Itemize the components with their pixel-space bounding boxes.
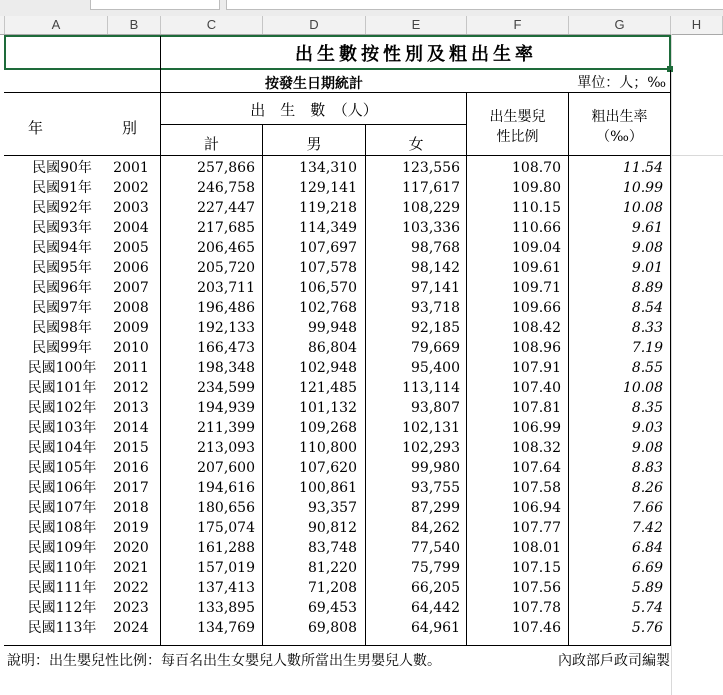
name-box[interactable] — [90, 0, 220, 10]
cell-roc-year[interactable]: 民國93年 — [32, 220, 92, 236]
cell-male[interactable]: 134,310 — [299, 160, 357, 176]
cell-crude-rate[interactable]: 7.19 — [631, 340, 663, 356]
cell-sex-ratio[interactable]: 106.94 — [512, 500, 561, 516]
cell-sex-ratio[interactable]: 109.04 — [512, 240, 561, 256]
cell-roc-year[interactable]: 民國102年 — [27, 400, 97, 416]
cell-male[interactable]: 119,218 — [299, 200, 357, 216]
cell-male[interactable]: 129,141 — [299, 180, 357, 196]
cell-total[interactable]: 211,399 — [197, 420, 255, 436]
cell-male[interactable]: 107,697 — [299, 240, 357, 256]
table-title: 出生數按性別及粗出生率 — [295, 44, 537, 65]
cell-sex-ratio[interactable]: 107.40 — [512, 380, 561, 396]
header-year-left: 年 — [28, 119, 44, 137]
cell-female[interactable]: 97,141 — [411, 280, 460, 296]
table-row — [0, 158, 723, 178]
cell-total[interactable]: 203,711 — [197, 280, 255, 296]
cell-male[interactable]: 109,268 — [299, 420, 357, 436]
cell-roc-year[interactable]: 民國110年 — [27, 560, 97, 576]
cell-female[interactable]: 66,205 — [411, 580, 460, 596]
cell-total[interactable]: 137,413 — [197, 580, 255, 596]
cell-crude-rate[interactable]: 8.89 — [631, 280, 663, 296]
cell-crude-rate[interactable]: 8.33 — [631, 320, 663, 336]
table-row — [0, 518, 723, 538]
table-row — [0, 258, 723, 278]
cell-roc-year[interactable]: 民國99年 — [32, 340, 92, 356]
header-sex-ratio-line2: 性比例 — [496, 129, 539, 145]
header-sex-ratio-line1: 出生嬰兒 — [489, 109, 546, 125]
cell-roc-year[interactable]: 民國101年 — [27, 380, 97, 396]
cell-year[interactable]: 2021 — [113, 560, 149, 576]
cell-crude-rate[interactable]: 9.08 — [631, 440, 663, 456]
cell-sex-ratio[interactable]: 108.42 — [512, 320, 561, 336]
cell-male[interactable]: 81,220 — [308, 560, 357, 576]
cell-total[interactable]: 198,348 — [197, 360, 255, 376]
cell-sex-ratio[interactable]: 107.78 — [512, 600, 561, 616]
cell-female[interactable]: 77,540 — [411, 540, 460, 556]
cell-sex-ratio[interactable]: 107.91 — [512, 360, 561, 376]
table-row — [0, 478, 723, 498]
cell-male[interactable]: 90,812 — [308, 520, 357, 536]
cell-year[interactable]: 2019 — [113, 520, 149, 536]
cell-female[interactable]: 84,262 — [411, 520, 460, 536]
table-row — [0, 278, 723, 298]
cell-crude-rate[interactable]: 6.69 — [631, 560, 663, 576]
cell-total[interactable]: 180,656 — [197, 500, 255, 516]
cell-year[interactable]: 2022 — [113, 580, 149, 596]
cell-year[interactable]: 2007 — [113, 280, 149, 296]
cell-male[interactable]: 86,804 — [308, 340, 357, 356]
cell-total[interactable]: 161,288 — [197, 540, 255, 556]
cell-crude-rate[interactable]: 5.89 — [631, 580, 663, 596]
cell-roc-year[interactable]: 民國108年 — [27, 520, 97, 536]
cell-roc-year[interactable]: 民國113年 — [27, 620, 97, 636]
cell-crude-rate[interactable]: 10.08 — [622, 380, 663, 396]
cell-sex-ratio[interactable]: 108.70 — [512, 160, 561, 176]
table-row — [0, 618, 723, 638]
cell-total[interactable]: 213,093 — [197, 440, 255, 456]
cell-total[interactable]: 196,486 — [197, 300, 255, 316]
header-male: 男 — [306, 135, 322, 153]
cell-male[interactable]: 101,132 — [299, 400, 357, 416]
cell-male[interactable]: 71,208 — [308, 580, 357, 596]
cell-female[interactable]: 92,185 — [411, 320, 460, 336]
cell-male[interactable]: 121,485 — [299, 380, 357, 396]
cell-crude-rate[interactable]: 9.08 — [631, 240, 663, 256]
cell-year[interactable]: 2015 — [113, 440, 149, 456]
cell-sex-ratio[interactable]: 110.15 — [512, 200, 561, 216]
table-row — [0, 558, 723, 578]
table-row — [0, 578, 723, 598]
cell-female[interactable]: 113,114 — [402, 380, 460, 396]
cell-year[interactable]: 2002 — [113, 180, 149, 196]
cell-female[interactable]: 75,799 — [411, 560, 460, 576]
footer-top-line — [4, 645, 671, 646]
cell-crude-rate[interactable]: 7.66 — [631, 500, 663, 516]
column-header-g[interactable]: G — [569, 16, 671, 34]
cell-female[interactable]: 64,961 — [411, 620, 460, 636]
table-subtitle: 按發生日期統計 — [265, 76, 363, 92]
cell-crude-rate[interactable]: 8.26 — [631, 480, 663, 496]
cell-total[interactable]: 234,599 — [197, 380, 255, 396]
cell-year[interactable]: 2010 — [113, 340, 149, 356]
header-year-right: 別 — [122, 119, 138, 137]
cell-crude-rate[interactable]: 9.01 — [631, 260, 663, 276]
cell-crude-rate[interactable]: 8.55 — [631, 360, 663, 376]
table-note: 說明：出生嬰兒性比例：每百名出生女嬰兒人數所當出生男嬰兒人數。 — [7, 653, 441, 669]
cell-year[interactable]: 2018 — [113, 500, 149, 516]
cell-female[interactable]: 98,768 — [411, 240, 460, 256]
cell-roc-year[interactable]: 民國91年 — [32, 180, 92, 196]
cell-male[interactable]: 107,620 — [299, 460, 357, 476]
cell-roc-year[interactable]: 民國95年 — [32, 260, 92, 276]
cell-male[interactable]: 69,808 — [308, 620, 357, 636]
title-divider — [160, 36, 161, 70]
cell-sex-ratio[interactable]: 110.66 — [512, 220, 561, 236]
table-row — [0, 498, 723, 518]
cell-total[interactable]: 133,895 — [197, 600, 255, 616]
cell-sex-ratio[interactable]: 108.32 — [512, 440, 561, 456]
header-births: 出 生 數 （人） — [250, 101, 378, 119]
cell-female[interactable]: 117,617 — [402, 180, 460, 196]
cell-female[interactable]: 87,299 — [411, 500, 460, 516]
cell-roc-year[interactable]: 民國111年 — [27, 580, 97, 596]
cell-sex-ratio[interactable]: 108.01 — [512, 540, 561, 556]
cell-crude-rate[interactable]: 8.35 — [631, 400, 663, 416]
cell-female[interactable]: 103,336 — [402, 220, 460, 236]
formula-bar[interactable] — [226, 0, 723, 10]
cell-roc-year[interactable]: 民國105年 — [27, 460, 97, 476]
cell-roc-year[interactable]: 民國103年 — [27, 420, 97, 436]
cell-sex-ratio[interactable]: 107.58 — [512, 480, 561, 496]
cell-year[interactable]: 2014 — [113, 420, 149, 436]
header-female: 女 — [408, 135, 424, 153]
header-crude-rate-line2: （‰） — [596, 129, 643, 145]
cell-total[interactable]: 217,685 — [197, 220, 255, 236]
cell-total[interactable]: 134,769 — [197, 620, 255, 636]
cell-total[interactable]: 166,473 — [197, 340, 255, 356]
table-row — [0, 178, 723, 198]
cell-male[interactable]: 100,861 — [299, 480, 357, 496]
column-header-a[interactable]: A — [5, 16, 108, 34]
cell-female[interactable]: 95,400 — [411, 360, 460, 376]
cell-female[interactable]: 93,718 — [411, 300, 460, 316]
cell-total[interactable]: 227,447 — [197, 200, 255, 216]
column-header-d[interactable]: D — [263, 16, 366, 34]
column-header-b[interactable]: B — [108, 16, 161, 34]
cell-sex-ratio[interactable]: 107.15 — [512, 560, 561, 576]
cell-sex-ratio[interactable]: 109.66 — [512, 300, 561, 316]
cell-year[interactable]: 2006 — [113, 260, 149, 276]
table-row — [0, 218, 723, 238]
cell-sex-ratio[interactable]: 107.81 — [512, 400, 561, 416]
table-row — [0, 458, 723, 478]
table-row — [0, 438, 723, 458]
cell-year[interactable]: 2004 — [113, 220, 149, 236]
cell-year[interactable]: 2013 — [113, 400, 149, 416]
table-row — [0, 538, 723, 558]
cell-year[interactable]: 2005 — [113, 240, 149, 256]
header-total: 計 — [203, 135, 219, 153]
cell-year[interactable]: 2003 — [113, 200, 149, 216]
cell-sex-ratio[interactable]: 107.64 — [512, 460, 561, 476]
table-row — [0, 298, 723, 318]
cell-sex-ratio[interactable]: 108.96 — [512, 340, 561, 356]
cell-year[interactable]: 2020 — [113, 540, 149, 556]
cell-female[interactable]: 99,980 — [411, 460, 460, 476]
cell-year[interactable]: 2016 — [113, 460, 149, 476]
cell-male[interactable]: 114,349 — [299, 220, 357, 236]
cell-crude-rate[interactable]: 7.42 — [631, 520, 663, 536]
cell-crude-rate[interactable]: 5.74 — [631, 600, 663, 616]
cell-female[interactable]: 102,293 — [402, 440, 460, 456]
cell-sex-ratio[interactable]: 107.46 — [512, 620, 561, 636]
cell-crude-rate[interactable]: 10.99 — [622, 180, 663, 196]
cell-roc-year[interactable]: 民國109年 — [27, 540, 97, 556]
cell-roc-year[interactable]: 民國94年 — [32, 240, 92, 256]
cell-male[interactable]: 106,570 — [299, 280, 357, 296]
cell-male[interactable]: 107,578 — [299, 260, 357, 276]
cell-year[interactable]: 2012 — [113, 380, 149, 396]
cell-roc-year[interactable]: 民國112年 — [27, 600, 97, 616]
column-header-c[interactable]: C — [161, 16, 263, 34]
cell-year[interactable]: 2009 — [113, 320, 149, 336]
unit-label: 單位：人；‰ — [577, 75, 666, 91]
births-subheader-line — [160, 124, 467, 125]
cell-roc-year[interactable]: 民國107年 — [27, 500, 97, 516]
gridline — [671, 155, 723, 156]
cell-female[interactable]: 79,669 — [411, 340, 460, 356]
cell-female[interactable]: 123,556 — [402, 160, 460, 176]
table-row — [0, 238, 723, 258]
table-row — [0, 398, 723, 418]
cell-male[interactable]: 102,948 — [299, 360, 357, 376]
cell-crude-rate[interactable]: 11.54 — [622, 160, 663, 176]
cell-total[interactable]: 194,939 — [197, 400, 255, 416]
cell-sex-ratio[interactable]: 109.61 — [512, 260, 561, 276]
cell-total[interactable]: 207,600 — [197, 460, 255, 476]
cell-male[interactable]: 110,800 — [299, 440, 357, 456]
cell-sex-ratio[interactable]: 107.77 — [512, 520, 561, 536]
cell-crude-rate[interactable]: 8.54 — [631, 300, 663, 316]
cell-roc-year[interactable]: 民國98年 — [32, 320, 92, 336]
cell-roc-year[interactable]: 民國90年 — [32, 160, 92, 176]
cell-total[interactable]: 157,019 — [197, 560, 255, 576]
cell-female[interactable]: 64,442 — [411, 600, 460, 616]
cell-total[interactable]: 192,133 — [197, 320, 255, 336]
cell-female[interactable]: 108,229 — [402, 200, 460, 216]
cell-roc-year[interactable]: 民國96年 — [32, 280, 92, 296]
header-bottom-line — [4, 155, 671, 156]
cell-female[interactable]: 93,807 — [411, 400, 460, 416]
table-row — [0, 318, 723, 338]
cell-crude-rate[interactable]: 10.08 — [622, 200, 663, 216]
cell-male[interactable]: 93,357 — [308, 500, 357, 516]
cell-male[interactable]: 83,748 — [308, 540, 357, 556]
table-row — [0, 598, 723, 618]
cell-total[interactable]: 205,720 — [197, 260, 255, 276]
cell-crude-rate[interactable]: 5.76 — [631, 620, 663, 636]
cell-sex-ratio[interactable]: 107.56 — [512, 580, 561, 596]
toolbar-strip — [0, 0, 723, 17]
cell-roc-year[interactable]: 民國104年 — [27, 440, 97, 456]
cell-year[interactable]: 2011 — [113, 360, 149, 376]
cell-year[interactable]: 2001 — [113, 160, 149, 176]
cell-female[interactable]: 93,755 — [411, 480, 460, 496]
cell-roc-year[interactable]: 民國97年 — [32, 300, 92, 316]
column-header-row — [0, 16, 723, 35]
cell-male[interactable]: 69,453 — [308, 600, 357, 616]
cell-crude-rate[interactable]: 9.61 — [631, 220, 663, 236]
cell-sex-ratio[interactable]: 109.80 — [512, 180, 561, 196]
column-header-f[interactable]: F — [467, 16, 569, 34]
table-row — [0, 378, 723, 398]
cell-year[interactable]: 2023 — [113, 600, 149, 616]
cell-female[interactable]: 98,142 — [411, 260, 460, 276]
cell-total[interactable]: 246,758 — [197, 180, 255, 196]
cell-female[interactable]: 102,131 — [402, 420, 460, 436]
cell-year[interactable]: 2008 — [113, 300, 149, 316]
header-top-line — [4, 92, 161, 93]
cell-total[interactable]: 206,465 — [197, 240, 255, 256]
table-row — [0, 338, 723, 358]
cell-total[interactable]: 257,866 — [197, 160, 255, 176]
column-header-h[interactable]: H — [671, 16, 723, 34]
cell-total[interactable]: 175,074 — [197, 520, 255, 536]
cell-sex-ratio[interactable]: 109.71 — [512, 280, 561, 296]
table-row — [0, 198, 723, 218]
cell-crude-rate[interactable]: 9.03 — [631, 420, 663, 436]
table-source: 內政部戶政司編製 — [558, 653, 670, 669]
cell-male[interactable]: 102,768 — [299, 300, 357, 316]
cell-roc-year[interactable]: 民國92年 — [32, 200, 92, 216]
column-header-e[interactable]: E — [366, 16, 467, 34]
cell-crude-rate[interactable]: 6.84 — [631, 540, 663, 556]
header-crude-rate-line1: 粗出生率 — [591, 109, 648, 125]
cell-roc-year[interactable]: 民國100年 — [27, 360, 97, 376]
table-row — [0, 358, 723, 378]
cell-total[interactable]: 194,616 — [197, 480, 255, 496]
cell-roc-year[interactable]: 民國106年 — [27, 480, 97, 496]
table-row — [0, 418, 723, 438]
cell-crude-rate[interactable]: 8.83 — [631, 460, 663, 476]
cell-year[interactable]: 2017 — [113, 480, 149, 496]
cell-year[interactable]: 2024 — [113, 620, 149, 636]
cell-sex-ratio[interactable]: 106.99 — [512, 420, 561, 436]
cell-male[interactable]: 99,948 — [308, 320, 357, 336]
